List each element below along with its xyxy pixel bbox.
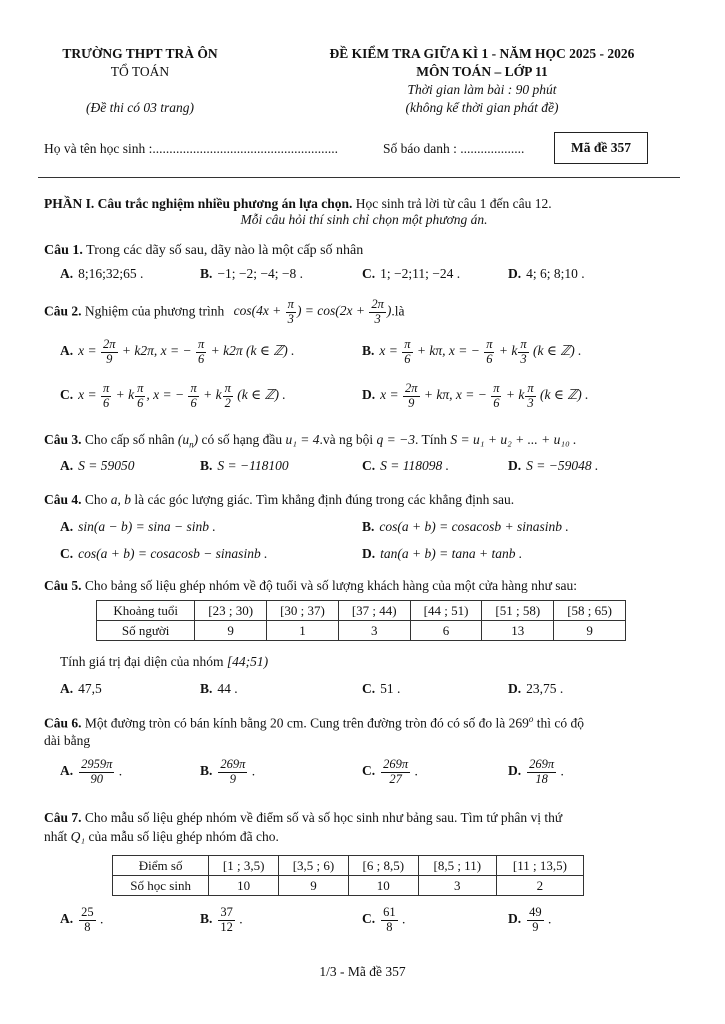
table-cell: [23 ; 30) xyxy=(195,601,267,621)
table-cell: [1 ; 3,5) xyxy=(209,856,279,876)
q7-a-num: 25 xyxy=(81,905,94,919)
q3-d-text: S = −59048 . xyxy=(526,458,599,473)
q1-b-text: −1; −2; −4; −8 . xyxy=(217,266,303,281)
question-5 xyxy=(44,578,577,594)
q3-option-a[interactable]: A. S = 59050 xyxy=(60,458,135,473)
exam-time: Thời gian làm bài : 90 phút xyxy=(407,82,557,97)
q2-option-c[interactable]: C. x = $\frac{\pi}{6}$ + k $\frac{\pi}{6}$ , x = − $\frac{\pi}{6}$ + k $\frac{\pi}{2}$ (k ∈ ℤ) . xyxy=(60,381,286,410)
q5-table xyxy=(96,600,626,641)
q3-text-1: Cho cấp số nhân xyxy=(81,432,175,447)
subject-title: MÔN TOÁN – LỚP 11 xyxy=(416,64,548,79)
q1-a-text: 8;16;32;65 . xyxy=(78,266,144,281)
table-cell: [44 ; 51) xyxy=(410,601,482,621)
q7-text-2b: của mẫu số liệu ghép nhóm đã cho. xyxy=(85,829,279,844)
table-cell: 9 xyxy=(195,621,267,641)
q2-text: Nghiệm của phương trình xyxy=(81,303,225,319)
exam-code-box xyxy=(554,132,648,164)
q6-option-c[interactable]: C. $\frac{269\pi}{27}$ . xyxy=(362,757,418,786)
table-cell: 9 xyxy=(554,621,626,641)
q7-d-den: 9 xyxy=(532,919,539,934)
table-cell: 10 xyxy=(209,876,279,896)
q4-ab: a, b xyxy=(110,492,132,507)
q2-label: Câu 2. xyxy=(44,303,82,319)
q3-option-b[interactable]: B. S = −118100 xyxy=(200,458,289,473)
part1-heading xyxy=(44,196,552,212)
q2-option-a[interactable]: A. x = $\frac{2\pi}{9}$ + k2π, x = − $\frac{\pi}{6}$ + k2π (k ∈ ℤ) . xyxy=(60,337,295,366)
table-cell: [8,5 ; 11) xyxy=(418,856,496,876)
q3-a-text: S = 59050 xyxy=(78,458,135,473)
part1-instruction: Học sinh trả lời từ câu 1 đến câu 12. xyxy=(352,196,552,211)
q5-ask xyxy=(60,654,268,670)
q7-option-d[interactable]: D. $\frac{49}{9}$ . xyxy=(508,905,552,934)
q5-option-d[interactable]: D. 23,75 . xyxy=(508,681,564,696)
question-4 xyxy=(44,492,514,508)
table-cell: 13 xyxy=(482,621,554,641)
pages-note: (Đề thi có 03 trang) xyxy=(86,100,194,115)
table-cell: 3 xyxy=(338,621,410,641)
q7-q1: Q₁ xyxy=(70,829,86,844)
q4-option-c[interactable]: C. cos(a + b) = cosacosb − sinasinb . xyxy=(60,546,268,561)
q1-option-d[interactable]: D. 4; 6; 8;10 . xyxy=(508,266,585,281)
table-cell: 6 xyxy=(410,621,482,641)
table-cell: [6 ; 8,5) xyxy=(348,856,418,876)
q5-ask-text: Tính giá trị đại diện của nhóm xyxy=(60,654,224,669)
q7-text-2a: nhất xyxy=(44,829,68,844)
q6-d-num: 269π xyxy=(529,757,555,771)
q5-option-c[interactable]: C. 51 . xyxy=(362,681,401,696)
q7-table xyxy=(112,855,584,896)
question-6: Câu 6. Một đường tròn có bán kính bằng 20 cm. Cung trên đường tròn đó có số đo là 269$^o$ thì có độ xyxy=(44,714,585,731)
exam-title: ĐỀ KIỂM TRA GIỮA KÌ 1 - NĂM HỌC 2025 - 2026 xyxy=(329,46,635,61)
q7-a-den: 8 xyxy=(84,919,91,934)
table-row xyxy=(113,856,584,876)
q5-text: Cho bảng số liệu ghép nhóm về độ tuổi và số lượng khách hàng của một cửa hàng như sau: xyxy=(81,578,578,593)
table-row xyxy=(97,601,626,621)
q7-option-b[interactable]: B. $\frac{37}{12}$ . xyxy=(200,905,243,934)
q5-b-text: 44 . xyxy=(217,681,238,696)
table-cell: 1 xyxy=(267,621,339,641)
q3-u1: u₁ = 4 xyxy=(285,432,320,447)
q3-sum: S = u₁ + u₂ + ... + u₁₀ . xyxy=(450,432,577,447)
table-cell: [37 ; 44) xyxy=(338,601,410,621)
q5-a-text: 47,5 xyxy=(78,681,102,696)
exam-code: Mã đề 357 xyxy=(571,140,631,155)
q3-option-d[interactable]: D. S = −59048 . xyxy=(508,458,599,473)
q3-text-3: .và ng bội xyxy=(319,432,374,447)
q3-q: q = −3 xyxy=(376,432,416,447)
table-cell: Điểm số xyxy=(113,856,209,876)
q6-text-4: dài bằng xyxy=(44,733,91,748)
q6-text-2: . Cung trên đường tròn đó có số đo là xyxy=(303,715,506,731)
q6-b-den: 9 xyxy=(229,771,237,786)
table-cell: [11 ; 13,5) xyxy=(496,856,583,876)
q5-option-b[interactable]: B. 44 . xyxy=(200,681,238,696)
q7-label: Câu 7. xyxy=(44,810,82,825)
question-7 xyxy=(44,810,562,826)
school-name: TRƯỜNG THPT TRÀ ÔN xyxy=(62,46,218,61)
q1-label: Câu 1. xyxy=(44,243,83,258)
q7-c-num: 61 xyxy=(383,905,396,919)
time-note: (không kể thời gian phát đề) xyxy=(405,100,559,115)
q7-b-num: 37 xyxy=(220,905,233,919)
q5-option-a[interactable]: A. 47,5 xyxy=(60,681,102,696)
table-row xyxy=(97,621,626,641)
q6-a-den: 90 xyxy=(90,771,103,786)
q6-radius: 20 cm xyxy=(269,715,304,731)
q6-option-b[interactable]: B. $\frac{269\pi}{9}$ . xyxy=(200,757,256,786)
q7-b-den: 12 xyxy=(220,919,233,934)
q4-option-b[interactable]: B. cos(a + b) = cosacosb + sinasinb . xyxy=(362,519,569,534)
student-id-field[interactable]: Số báo danh : ................... xyxy=(383,141,525,156)
q4-label: Câu 4. xyxy=(44,492,82,507)
q7-d-num: 49 xyxy=(529,905,542,919)
q1-c-text: 1; −2;11; −24 . xyxy=(380,266,461,281)
q1-option-a[interactable]: A. 8;16;32;65 . xyxy=(60,266,144,281)
q1-text: Trong các dãy số sau, dãy nào là một cấp số nhân xyxy=(82,243,364,258)
q6-label: Câu 6. xyxy=(44,715,82,731)
q2-option-b[interactable]: B. x = $\frac{\pi}{6}$ + kπ, x = − $\frac{\pi}{6}$ + k $\frac{\pi}{3}$ (k ∈ ℤ) . xyxy=(362,337,582,366)
q3-c-text: S = 118098 . xyxy=(380,458,449,473)
table-cell: Số học sinh xyxy=(113,876,209,896)
q4-text: Cho xyxy=(81,492,108,507)
q5-group: [44;51) xyxy=(226,654,269,669)
q7-c-den: 8 xyxy=(386,919,393,934)
q4-d-text: tan(a + b) = tana + tanb . xyxy=(380,546,523,561)
table-cell: 10 xyxy=(348,876,418,896)
q4-option-a[interactable]: A. sin(a − b) = sina − sinb . xyxy=(60,519,216,534)
question-1 xyxy=(44,243,363,259)
q6-a-num: 2959π xyxy=(81,757,113,771)
table-cell: [3,5 ; 6) xyxy=(279,856,349,876)
q6-option-a[interactable]: A. $\frac{2959\pi}{90}$ . xyxy=(60,757,123,786)
q7-option-a[interactable]: A. $\frac{25}{8}$ . xyxy=(60,905,104,934)
q3-text-4: . Tính xyxy=(415,432,448,447)
divider xyxy=(38,177,680,178)
table-cell: 2 xyxy=(496,876,583,896)
q3-text-2: có số hạng đầu xyxy=(201,432,283,447)
q7-line-2 xyxy=(44,829,279,845)
q6-text: Một đường tròn có bán kính bằng xyxy=(81,715,267,731)
q4-a-text: sin(a − b) = sina − sinb . xyxy=(78,519,216,534)
q6-d-den: 18 xyxy=(535,771,548,786)
department: TỔ TOÁN xyxy=(110,64,170,79)
table-cell: [58 ; 65) xyxy=(554,601,626,621)
q4-c-text: cos(a + b) = cosacosb − sinasinb . xyxy=(78,546,268,561)
q6-c-num: 269π xyxy=(383,757,409,771)
q6-text-3: thì có độ xyxy=(533,715,585,731)
question-2 xyxy=(44,298,405,327)
q7-option-c[interactable]: C. $\frac{61}{8}$ . xyxy=(362,905,406,934)
q4-option-d[interactable]: D. tan(a + b) = tana + tanb . xyxy=(362,546,523,561)
table-cell: [51 ; 58) xyxy=(482,601,554,621)
q5-d-text: 23,75 . xyxy=(526,681,564,696)
q5-label: Câu 5. xyxy=(44,578,82,593)
q6-c-den: 27 xyxy=(389,771,402,786)
part1-title: PHẦN I. Câu trắc nghiệm nhiều phương án lựa chọn. xyxy=(44,196,353,211)
q3-option-c[interactable]: C. S = 118098 . xyxy=(362,458,449,473)
q1-option-c[interactable]: C. 1; −2;11; −24 . xyxy=(362,266,461,281)
q4-b-text: cos(a + b) = cosacosb + sinasinb . xyxy=(379,519,569,534)
q7-text: Cho mẫu số liệu ghép nhóm về điểm số và số học sinh như bảng sau. Tìm tứ phân vị thứ xyxy=(81,810,563,825)
q2-tail: .là xyxy=(391,303,405,319)
table-cell: Số người xyxy=(97,621,195,641)
q6-b-num: 269π xyxy=(220,757,246,771)
part1-instruction-2: Mỗi câu hỏi thí sinh chỉ chọn một phương án. xyxy=(240,212,488,227)
q1-option-b[interactable]: B. −1; −2; −4; −8 . xyxy=(200,266,303,281)
table-cell: 3 xyxy=(418,876,496,896)
q4-text-2: là các góc lượng giác. Tìm khẳng định đúng trong các khẳng định sau. xyxy=(131,492,515,507)
q6-degree: 269 xyxy=(508,715,529,731)
table-cell: 9 xyxy=(279,876,349,896)
table-row xyxy=(113,876,584,896)
q2-option-d[interactable]: D. x = $\frac{2\pi}{9}$ + kπ, x = − $\frac{\pi}{6}$ + k $\frac{\pi}{3}$ (k ∈ ℤ) . xyxy=(362,381,589,410)
q3-b-text: S = −118100 xyxy=(217,458,289,473)
q5-c-text: 51 . xyxy=(380,681,401,696)
page-footer: 1/3 - Mã đề 357 xyxy=(319,964,406,979)
q1-d-text: 4; 6; 8;10 . xyxy=(526,266,585,281)
table-cell: Khoảng tuổi xyxy=(97,601,195,621)
question-3: Câu 3. Cho cấp số nhân $(u_n)$ có số hạng đầu u₁ = 4.và ng bội q = −3. Tính S = u₁ + u₂ + ... + u₁₀ . xyxy=(44,432,577,450)
q6-option-d[interactable]: D. $\frac{269\pi}{18}$ . xyxy=(508,757,564,786)
student-name-field[interactable]: Họ và tên học sinh :....................................................... xyxy=(44,141,338,156)
table-cell: [30 ; 37) xyxy=(267,601,339,621)
q3-label: Câu 3. xyxy=(44,432,82,447)
q2-equation: cos(4x + $\frac{\pi}{3}$ ) = cos(2x + $\frac{2\pi}{3}$ ) xyxy=(233,297,392,326)
